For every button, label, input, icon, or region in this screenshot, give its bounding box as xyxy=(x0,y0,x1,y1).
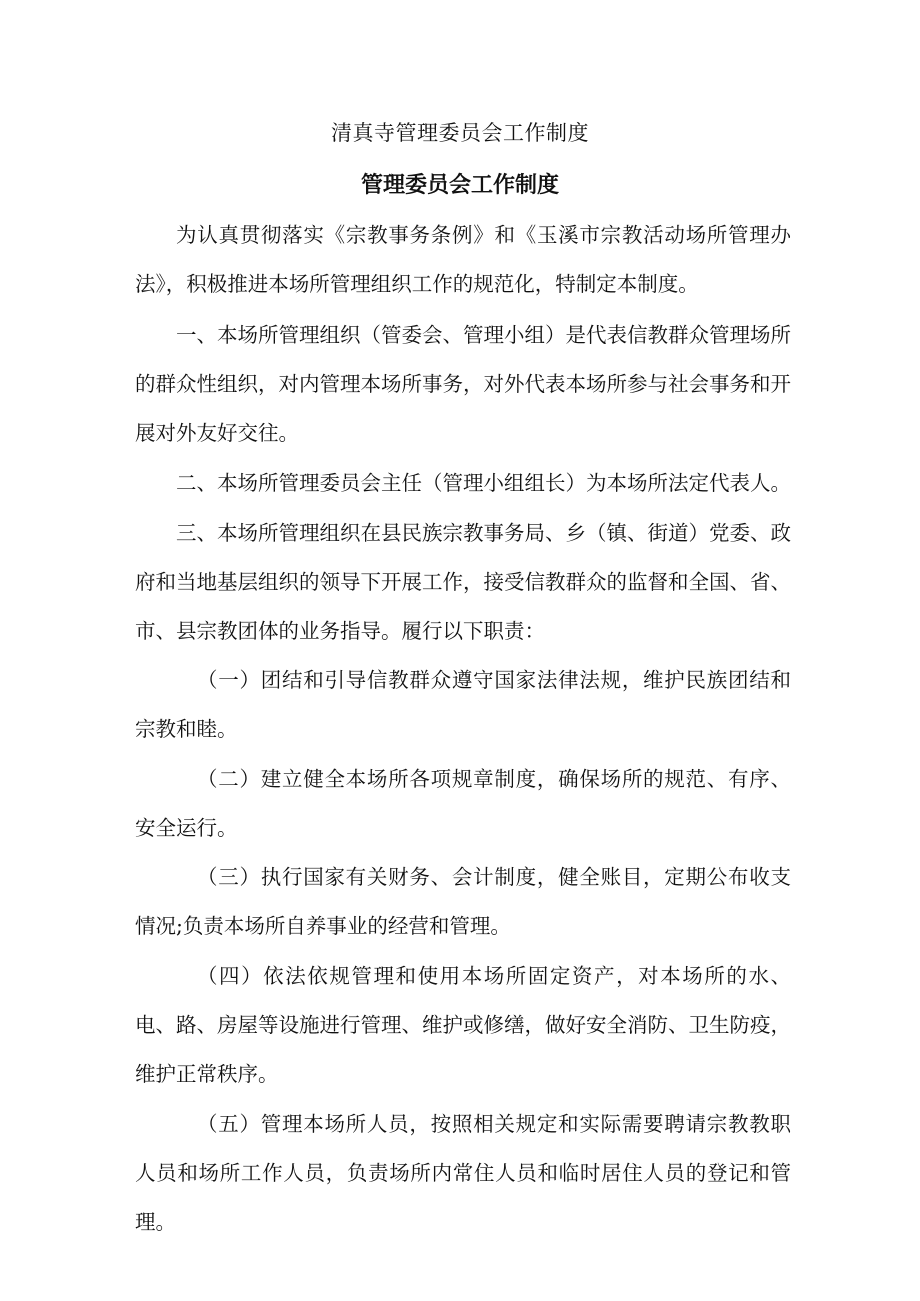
document-title: 清真寺管理委员会工作制度 xyxy=(331,121,589,145)
duty-item-5: （五）管理本场所人员，按照相关规定和实际需要聘请宗教教职人员和场所工作人员，负责场所内常住人员和临时居住人员的登记和管理。 xyxy=(135,1112,791,1234)
article-one-paragraph: 一、本场所管理组织（管委会、管理小组）是代表信教群众管理场所的群众性组织，对内管理本场所事务，对外代表本场所参与社会事务和开展对外友好交往。 xyxy=(135,323,791,445)
duty-item-4: （四）依法依规管理和使用本场所固定资产，对本场所的水、电、路、房屋等设施进行管理、维护或修缮，做好安全消防、卫生防疫，维护正常秩序。 xyxy=(135,964,791,1086)
article-three-paragraph: 三、本场所管理组织在县民族宗教事务局、乡（镇、街道）党委、政府和当地基层组织的领导下开展工作，接受信教群众的监督和全国、省、市、县宗教团体的业务指导。履行以下职责： xyxy=(135,521,791,643)
section-title: 管理委员会工作制度 xyxy=(360,173,559,198)
duty-item-1: （一）团结和引导信教群众遵守国家法律法规，维护民族团结和宗教和睦。 xyxy=(135,668,791,741)
duty-item-2: （二）建立健全本场所各项规章制度，确保场所的规范、有序、安全运行。 xyxy=(135,767,791,840)
duty-item-3: （三）执行国家有关财务、会计制度，健全账目，定期公布收支情况;负责本场所自养事业的经营和管理。 xyxy=(135,865,791,938)
intro-paragraph: 为认真贯彻落实《宗教事务条例》和《玉溪市宗教活动场所管理办法》，积极推进本场所管理组织工作的规范化，特制定本制度。 xyxy=(135,223,791,296)
article-two-paragraph: 二、本场所管理委员会主任（管理小组组长）为本场所法定代表人。 xyxy=(176,471,791,495)
